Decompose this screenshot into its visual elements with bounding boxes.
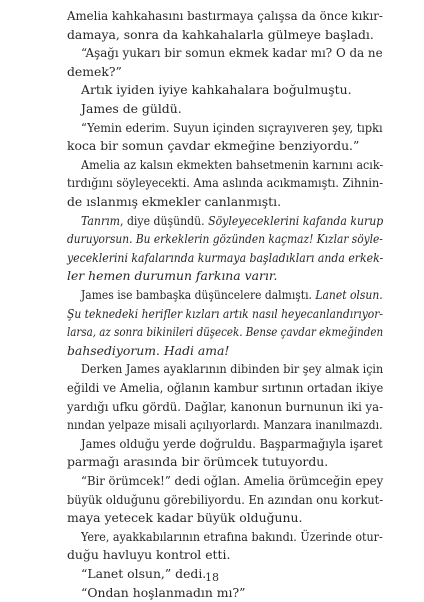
- italic-text: larsa, az sonra bikinileri düşecek. Bense çavdar ekmeğinden: [67, 324, 384, 340]
- text-line: [67, 137, 359, 156]
- text-run: koca bir somun çavdar ekmeğine benziyordu.”: [67, 138, 360, 154]
- text-line: [81, 528, 383, 547]
- text-run: “Yemin ederim. Suyun içinden sıçrayıveren şey, tıpkı: [81, 119, 383, 135]
- text-line: [81, 212, 383, 231]
- text-run: “Bir örümcek!” dedi oğlan. Amelia örümceğin epey: [81, 473, 384, 488]
- text-line: [81, 286, 383, 305]
- text-line: [67, 416, 383, 435]
- text-line: [67, 63, 122, 82]
- text-line: [67, 249, 383, 268]
- text-line: [81, 100, 182, 119]
- text-run: nından yelpaze misali açılıyorlardı. Manzara inanılmazdı.: [67, 417, 383, 433]
- text-run: demek?”: [67, 63, 122, 79]
- text-line: [67, 26, 374, 45]
- text-run: damaya, sonra da kahkahalarla gülmeye başladı.: [67, 26, 374, 42]
- page-number: 18: [205, 571, 219, 584]
- text-line: [67, 398, 383, 417]
- italic-text: duruyorsun. Bu erkeklerin gözünden kaçmaz! Kızlar söyle-: [67, 231, 383, 247]
- text-run: büyük olduğunu görebiliyordu. En azından onu korkut-: [67, 491, 384, 507]
- text-run: yardığı ufku gördü. Dağlar, kanonun burnunun iki ya-: [67, 398, 384, 414]
- italic-text: Şu teknedeki herifler kızları artık nasıl heyecanlandırıyor-: [67, 305, 383, 321]
- text-run: “Aşağı yukarı bir somun ekmek kadar mı? O da ne: [81, 45, 383, 61]
- text-line: [67, 509, 302, 528]
- text-line: [67, 546, 230, 565]
- text-line: [67, 342, 229, 361]
- italic-text: Tanrım: [81, 212, 121, 228]
- text-line: [67, 230, 383, 249]
- text-run: “Lanet olsun,” dedi.: [81, 566, 207, 581]
- text-run: “Ondan hoşlanmadın mı?”: [81, 584, 246, 600]
- italic-text: bahsediyorum. Hadi ama!: [67, 342, 230, 358]
- text-line: [81, 435, 383, 454]
- text-line: [81, 119, 383, 138]
- text-line: [67, 267, 277, 286]
- text-run: eğildi ve Amelia, oğlanın kambur sırtının ortadan ikiye: [67, 380, 384, 395]
- text-run: Amelia kahkahasını bastırmaya çalışsa da önce kıkır-: [67, 8, 383, 23]
- text-run: de ıslanmış ekmekler canlanmıştı.: [67, 194, 282, 209]
- italic-text: Söyleyeceklerini kafanda kurup: [208, 212, 384, 228]
- text-line: [81, 584, 245, 602]
- text-run: James olduğu yerde doğruldu. Başparmağıyla işaret: [81, 435, 383, 451]
- text-run: , diye düşündü.: [120, 212, 209, 228]
- italic-text: ler hemen durumun farkına varır.: [67, 268, 278, 284]
- italic-text: yeceklerini kafalarında kurmaya başladıkları anda erkek-: [67, 249, 384, 265]
- text-line: [67, 174, 383, 193]
- text-line: [67, 7, 383, 26]
- text-line: [67, 379, 383, 398]
- text-run: maya yetecek kadar büyük olduğunu.: [67, 510, 303, 526]
- text-run: duğu havluyu kontrol etti.: [67, 547, 231, 563]
- text-run: parmağı arasında bir örümcek tutuyordu.: [67, 454, 329, 470]
- text-line: [67, 491, 383, 510]
- text-line: [67, 193, 281, 212]
- text-run: Artık iyiden iyiye kahkahalara boğulmuştu.: [81, 82, 352, 98]
- text-run: tırdığını söyleyecekti. Ama aslında acıkmamıştı. Zihnin-: [67, 175, 384, 191]
- text-line: [81, 360, 383, 379]
- text-line: [67, 453, 328, 472]
- italic-text: Lanet olsun.: [315, 287, 383, 302]
- text-line: [81, 472, 383, 491]
- text-run: Yere, ayakkabılarının etrafına bakındı. Üzerinde otur-: [81, 528, 383, 544]
- text-line: [81, 156, 383, 175]
- text-run: James ise bambaşka düşüncelere dalmıştı.: [81, 287, 316, 302]
- text-line: [81, 44, 383, 63]
- text-run: James de güldü.: [81, 101, 182, 116]
- text-line: [67, 305, 383, 324]
- text-run: Amelia az kalsın ekmekten bahsetmenin karnını acık-: [81, 156, 384, 172]
- text-line: [81, 81, 352, 100]
- text-run: Derken James ayaklarının dibinden bir şey almak için: [81, 361, 384, 377]
- text-line: [67, 323, 383, 342]
